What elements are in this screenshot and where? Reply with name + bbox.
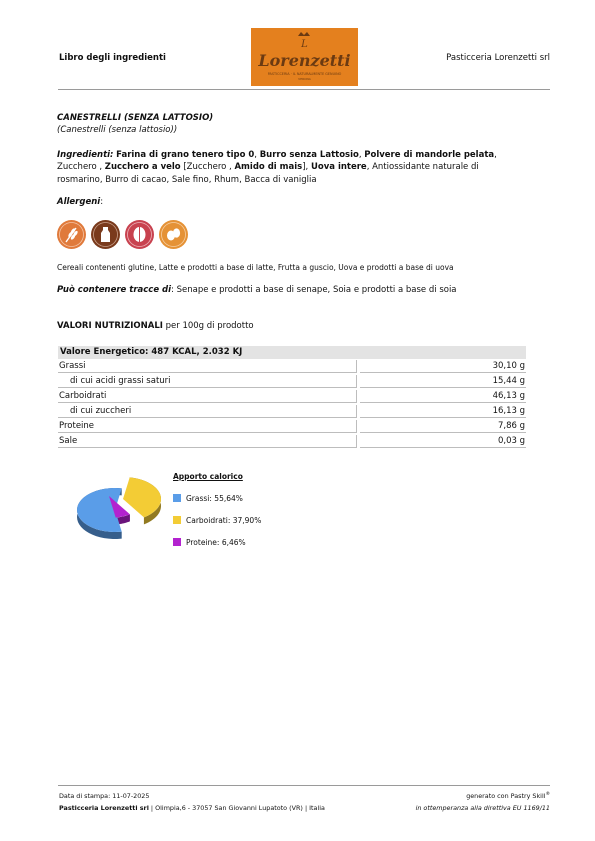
chart-legend: [173, 472, 262, 547]
milk-icon: [91, 220, 120, 249]
legend-item: [173, 516, 261, 525]
ingredient-text: , Zucchero ,: [57, 150, 497, 173]
legend-label: Carboidrati: 37,90%: [186, 516, 262, 525]
product-title: CANESTRELLI (SENZA LATTOSIO): [57, 113, 214, 123]
nutrient-value: 15,44 g: [360, 375, 526, 388]
directive-note: in ottemperanza alla direttiva EU 1169/11: [415, 804, 550, 812]
ingredient-text: ,: [358, 150, 365, 160]
legend-swatch: [173, 538, 181, 546]
energy-row: Valore Energetico: 487 KCAL, 2.032 KJ: [58, 346, 526, 359]
ingredient-text: ],: [302, 162, 311, 173]
ingredient-text: [Zucchero ,: [180, 162, 235, 173]
legend-swatch: [173, 494, 181, 502]
nutrition-row: [58, 419, 526, 434]
ingredient-highlight: Farina di grano tenero tipo 0: [116, 150, 255, 160]
traces-label: Può contenere tracce di: [57, 285, 172, 295]
legend-item: [173, 538, 246, 547]
nutrition-row: [58, 359, 526, 374]
lorenzetti-logo: [251, 28, 358, 86]
nutrition-row: [58, 389, 526, 404]
ingredient-text: ,: [254, 150, 260, 160]
allergens-label: Allergeni: [57, 197, 101, 207]
ingredient-highlight: Amido di mais: [234, 162, 303, 173]
legend-item: [173, 494, 243, 503]
allergens-heading: Allergeni:: [57, 197, 104, 207]
svg-text:L: L: [301, 39, 308, 50]
legend-label: Proteine: 6,46%: [186, 538, 246, 547]
nutrient-name: Proteine: [58, 420, 357, 433]
allergens-list: Cereali contenenti glutine, Latte e prodotti a base di latte, Frutta a guscio, Uova e prodotti a base di uova: [57, 263, 454, 272]
document-title: Libro degli ingredienti: [59, 53, 166, 63]
ingredient-highlight: Zucchero a velo: [104, 162, 181, 173]
ingredient-highlight: Uova intere: [310, 162, 367, 173]
nutrient-value: 16,13 g: [360, 405, 526, 418]
company-address: Pasticceria Lorenzetti srl | Olimpia,6 - 37057 San Giovanni Lupatoto (VR) | Italia: [59, 804, 325, 812]
ingredient-text: , Antiossidante naturale di rosmarino, Burro di cacao, Sale fino, Rhum, Bacca di vaniglia: [57, 162, 479, 185]
nutrient-name: di cui zuccheri: [58, 405, 357, 418]
ingredients-list: [57, 150, 497, 185]
nutrition-row: [58, 374, 526, 389]
nutrient-name: di cui acidi grassi saturi: [58, 375, 357, 388]
nutrient-value: 7,86 g: [360, 420, 526, 433]
nutrient-name: Sale: [58, 435, 357, 448]
nutrient-value: 0,03 g: [360, 435, 526, 448]
print-date: Data di stampa: 11-07-2025: [59, 792, 150, 800]
svg-text:PASTICCERIA · IL NATURALMENTE: PASTICCERIA · IL NATURALMENTE GENUINO: [267, 72, 342, 76]
legend-label: Grassi: 55,64%: [186, 494, 243, 503]
legend-swatch: [173, 516, 181, 524]
nutrient-name: Carboidrati: [58, 390, 357, 403]
cereals-icon: [57, 220, 86, 249]
page-header: [58, 28, 550, 90]
nutrient-value: 46,13 g: [360, 390, 526, 403]
calorie-pie-chart: [70, 460, 165, 565]
nutrition-table: [58, 346, 526, 449]
ingredients-text: [57, 149, 527, 186]
legend-title: Apporto calorico: [173, 472, 243, 481]
product-subtitle: (Canestrelli (senza lattosio)): [57, 125, 178, 135]
nuts-icon: [125, 220, 154, 249]
traces-text: Può contenere tracce di: Senape e prodotti a base di senape, Soia e prodotti a base di soia: [57, 285, 457, 295]
nutrition-row: [58, 404, 526, 419]
nutrient-name: Grassi: [58, 360, 357, 373]
eggs-icon: [159, 220, 188, 249]
company-name: Pasticceria Lorenzetti srl: [446, 53, 550, 63]
crown-icon: [298, 32, 310, 36]
nutrition-heading: VALORI NUTRIZIONALI per 100g di prodotto: [57, 321, 254, 331]
ingredients-label: Ingredienti:: [57, 150, 114, 160]
ingredient-highlight: Burro senza Lattosio: [259, 150, 359, 160]
page-footer: [58, 785, 550, 812]
nutrient-value: 30,10 g: [360, 360, 526, 373]
ingredient-highlight: Polvere di mandorle pelata: [364, 150, 495, 160]
svg-text:VERONA: VERONA: [298, 77, 311, 81]
svg-text:Lorenzetti: Lorenzetti: [258, 51, 351, 70]
generated-by: generato con Pastry Skill®: [466, 792, 550, 801]
nutrition-row: [58, 434, 526, 449]
